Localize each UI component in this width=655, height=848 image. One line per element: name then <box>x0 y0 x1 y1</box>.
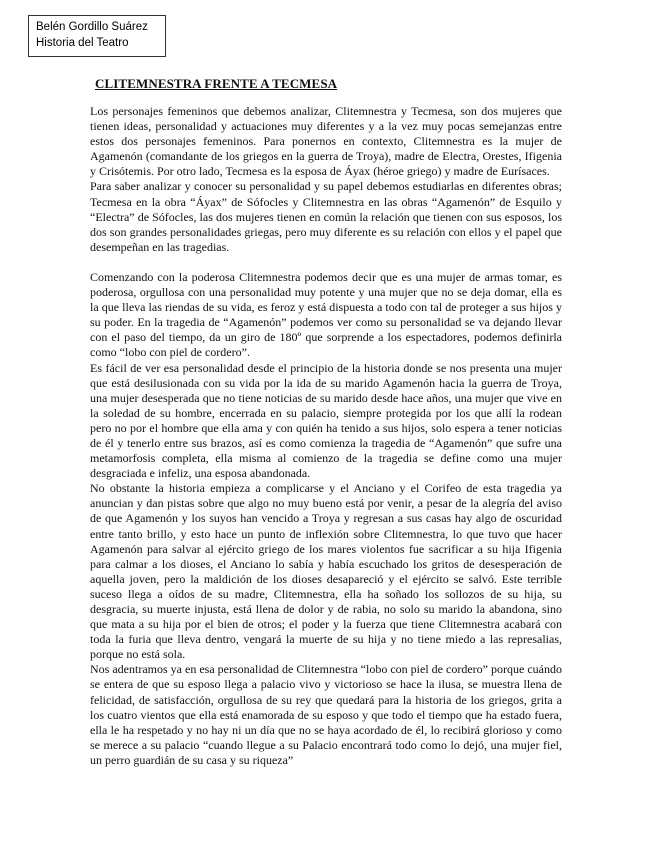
paragraph-ifigenia-sacrifice: No obstante la historia empieza a complicarse y el Anciano y el Corifeo de esta tragedia ya anuncian y dan pistas sobre que algo no muy bueno está por venir, a pesar de la alegría del aviso de que Agamenón y los suyos han vencido a Troya y regresan a sus casas hay algo de oscuridad entre tanto brillo, y esto hace un punto de inflexión sobre Clitemnestra, lo que tuvo que hacer Agamenón para salvar al ejército griego de los mares violentos fue sacrificar a su hija Ifigenia para calmar a los dioses, el Anciano lo sabía y había escuchado los gritos de desesperación de aquella joven, pero la maldición de los dioses desapareció y el ejército se salvó. Este terrible suceso llega a oídos de su madre, Clitemnestra, ella ha soñado los sollozos de su hija, su desgracia, su muerte injusta, está llena de dolor y de rabia, no solo su marido la abandona, sino que mata a su hija por el bien de otros; el poder y la fuerza que tiene Clitemnestra acabará con toda la furia que lleva dentro, vengará la muerte de su hija y no tiene miedo a las represalias, porque no está sola. <box>90 481 562 662</box>
author-name: Belén Gordillo Suárez <box>36 21 148 33</box>
document-title: CLITEMNESTRA FRENTE A TECMESA <box>95 76 338 91</box>
author-header-box <box>28 15 166 57</box>
course-name: Historia del Teatro <box>36 37 129 49</box>
paragraph-intro: Los personajes femeninos que debemos analizar, Clitemnestra y Tecmesa, son dos mujeres que tienen ideas, personalidad y actuaciones muy diferentes y a la vez muy pocas semejanzas entre estos dos personajes femeninos. Para ponernos en contexto, Clitemnestra es la mujer de Agamenón (comandante de los griegos en la guerra de Troya), madre de Electra, Orestes, Ifigenia y Crisótemis. Por otro lado, Tecmesa es la esposa de Áyax (héroe griego) y madre de Eurísaces. <box>90 104 562 179</box>
paragraph-clitemnestra-beginning: Es fácil de ver esa personalidad desde el principio de la historia donde se nos presenta una mujer que está desilusionada con su vida por la ida de su marido Agamenón hacia la guerra de Troya, una mujer desesperada que no tiene noticias de su marido desde hace años, una mujer que vive en la soledad de su hombre, encerrada en su palacio, siempre protegida por los que allí la rodean pero no por el hombre que ella ama y con quién ha tenido a sus hijos, solo espera a tener noticias de él y tenerlo entre sus brazos, así es como comienza la tragedia de “Agamenón” que sufre una metamorfosis completa, ella misma al comienzo de la tragedia se define como una mujer desgraciada e infeliz, una esposa abandonada. <box>90 360 562 481</box>
paragraph-works: Para saber analizar y conocer su personalidad y su papel debemos estudiarlas en diferentes obras; Tecmesa en la obra “Áyax” de Sófocles y Clitemnestra en las obras “Agamenón” de Esquilo y “Electra” de Sófocles, las dos mujeres tienen en común la relación que tienen con sus esposos, los dos son grandes personalidades griegas, pero muy diferente es su relación con ellos y el papel que desempeñan en las tragedias. <box>90 179 562 254</box>
paragraph-lobo-piel-cordero: Nos adentramos ya en esa personalidad de Clitemnestra “lobo con piel de cordero” porque cuándo se entera de que su esposo llega a palacio vivo y victorioso se hace la ilusa, se muestra llena de felicidad, de satisfacción, orgullosa de su rey que quedará para la historia de los griegos, grita a los cuatro vientos que ella está enamorada de su esposo y que todo el tiempo que ha estado fuera, ella le ha respetado y no hay ni un día que no se haya acordado de él, lo recibirá glorioso y como se merece a su palacio “cuando llegue a su Palacio encontrará todo como lo dejó, una mujer fiel, un perro guardián de su casa y su riqueza” <box>90 662 562 767</box>
paragraph-clitemnestra-personality: Comenzando con la poderosa Clitemnestra podemos decir que es una mujer de armas tomar, es poderosa, orgullosa con una personalidad muy potente y una mujer que no se deja domar, ella es la que lleva las riendas de su vida, es feroz y está dispuesta a todo con tal de proteger a sus hijos y su poder. En la tragedia de “Agamenón” podemos ver como su personalidad se va dejando llevar con el paso del tiempo, da un giro de 180º que sorprende a los espectadores, podemos definirla como “lobo con piel de cordero”. <box>90 269 562 360</box>
document-body <box>90 104 562 768</box>
